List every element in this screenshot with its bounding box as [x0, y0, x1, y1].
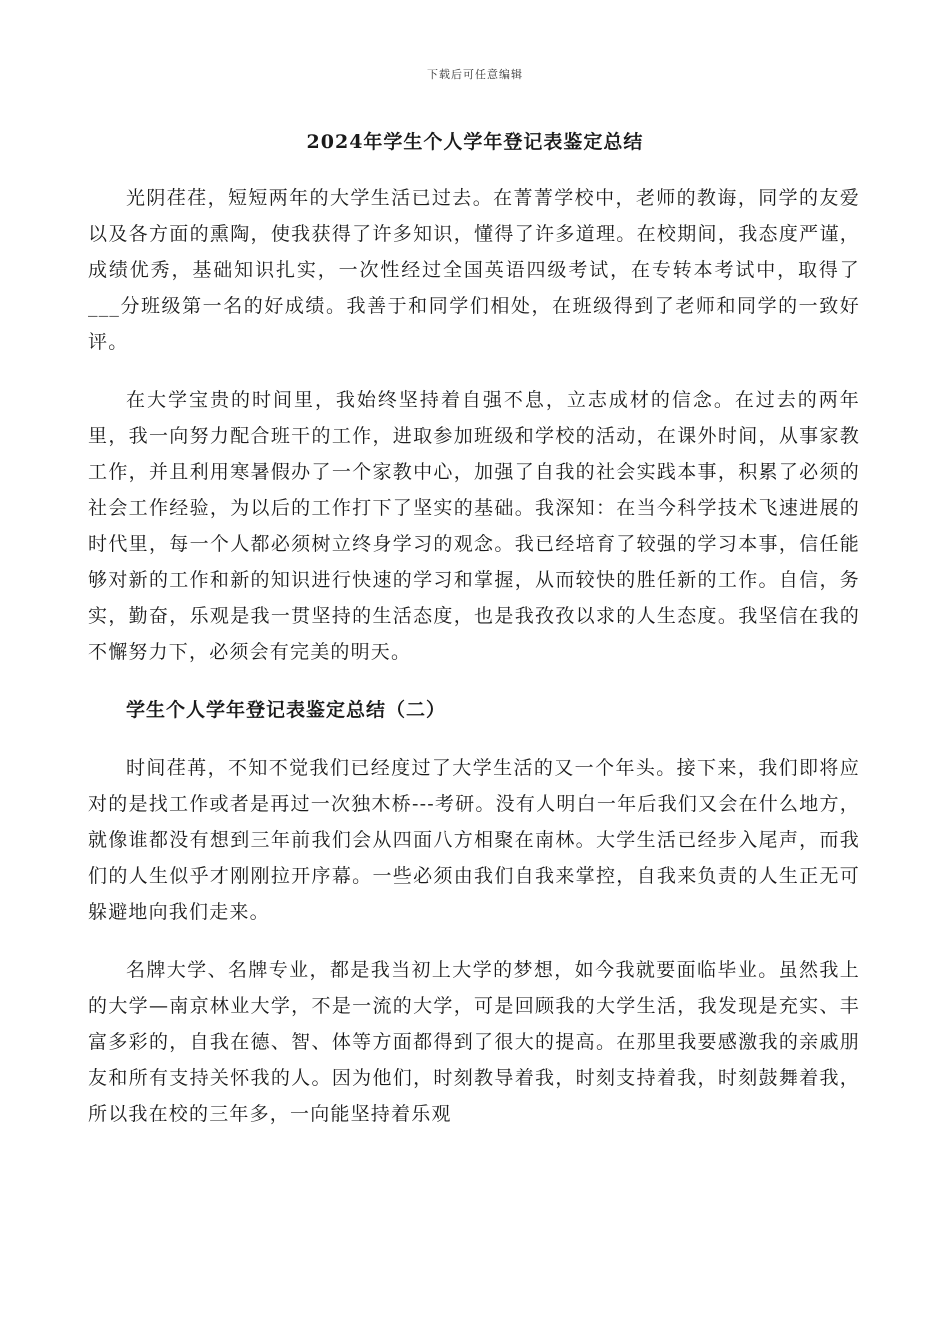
- section-title: 学生个人学年登记表鉴定总结（二）: [126, 699, 447, 721]
- section-paragraph-1: 时间荏苒，不知不觉我们已经度过了大学生活的又一个年头。接下来，我们即将应对的是找工作或者是再过一次独木桥---考研。没有人明白一年后我们又会在什么地方，就像谁都没有想到三年前我们会从四面八方相聚在南林。大学生活已经步入尾声，而我们的人生似乎才刚刚拉开序幕。一些必须由我们自我来掌控，自我来负责的人生正无可躲避地向我们走来。: [88, 757, 860, 923]
- document-body: [88, 180, 860, 1154]
- header-note: 下载后可任意编辑: [427, 68, 523, 81]
- paragraph-2: 在大学宝贵的时间里，我始终坚持着自强不息，立志成材的信念。在过去的两年里，我一向努力配合班干的工作，进取参加班级和学校的活动，在课外时间，从事家教工作，并且利用寒暑假办了一个家教中心，加强了自我的社会实践本事，积累了必须的社会工作经验，为以后的工作打下了坚实的基础。我深知：在当今科学技术飞速进展的时代里，每一个人都必须树立终身学习的观念。我已经培育了较强的学习本事，信任能够对新的工作和新的知识进行快速的学习和掌握，从而较快的胜任新的工作。自信，务实，勤奋，乐观是我一贯坚持的生活态度，也是我孜孜以求的人生态度。我坚信在我的不懈努力下，必须会有完美的明天。: [88, 389, 860, 663]
- section-paragraph-2: 名牌大学、名牌专业，都是我当初上大学的梦想，如今我就要面临毕业。虽然我上的大学—南京林业大学，不是一流的大学，可是回顾我的大学生活，我发现是充实、丰富多彩的，自我在德、智、体等方面都得到了很大的提高。在那里我要感激我的亲戚朋友和所有支持关怀我的人。因为他们，时刻教导着我，时刻支持着我，时刻鼓舞着我，所以我在校的三年多，一向能坚持着乐观: [88, 959, 860, 1125]
- paragraph-1: 光阴荏荏，短短两年的大学生活已过去。在菁菁学校中，老师的教诲，同学的友爱以及各方面的熏陶，使我获得了许多知识，懂得了许多道理。在校期间，我态度严谨，成绩优秀，基础知识扎实，一次性经过全国英语四级考试，在专转本考试中，取得了___分班级第一名的好成绩。我善于和同学们相处，在班级得到了老师和同学的一致好评。: [88, 187, 860, 353]
- document-title: 2024年学生个人学年登记表鉴定总结: [306, 131, 644, 153]
